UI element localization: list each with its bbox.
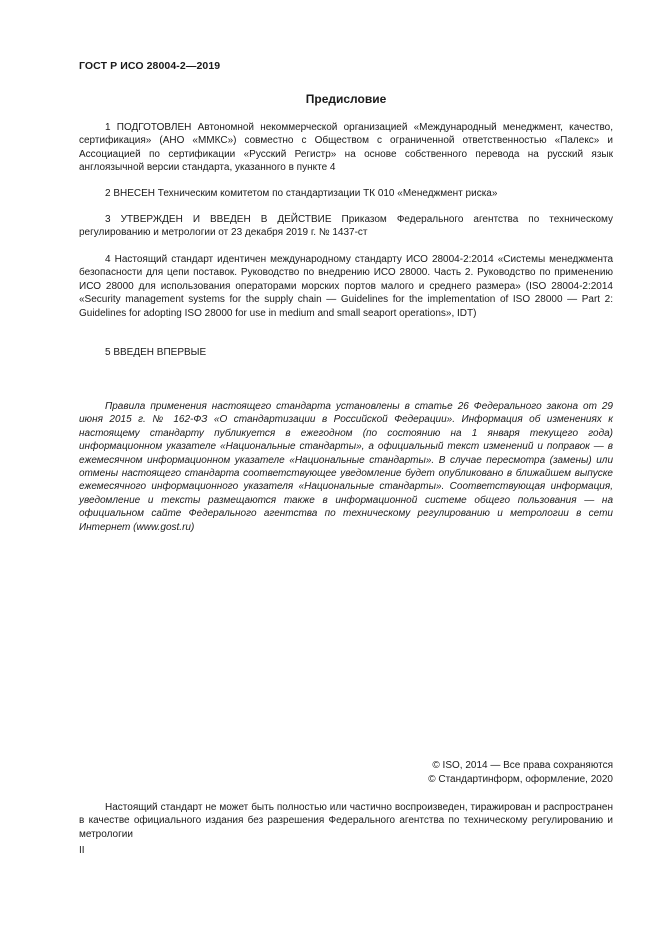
page-title: Предисловие [305, 92, 387, 106]
foreword-item-prepared: 1 ПОДГОТОВЛЕН Автономной некоммерческой организацией «Международный менеджмент, качество, сертификация» (АНО «ММКС») совместно с Обществом с ограниченной ответственностью «Палекс» и Ассоциацией по сертификации «Русский Регистр» на основе собственного перевода на русский язык англоязычной версии стандарта, указанного в пункте 4 [79, 122, 613, 174]
application-rules-notice: Правила применения настоящего стандарта установлены в статье 26 Федерального закона от 29 июня 2015 г. № 162-ФЗ «О стандартизации в Российской Федерации». Информация об изменениях к настоящему стандарту публикуется в ежегодном (по состоянию на 1 января текущего года) информационном указателе «Национальные стандарты», а официальный текст изменений и поправок — в ежемесячном информационном указателе «Национальные стандарты». В случае пересмотра (замены) или отмены настоящего стандарта соответствующее уведомление будет опубликовано в ближайшем выпуске ежемесячного информационного указателя «Национальные стандарты». Соответствующая информация, уведомление и тексты размещаются также в информационной системе общего пользования — на официальном сайте Федерального агентства по техническому регулированию и метрологии в сети Интернет (www.gost.ru) [79, 401, 613, 533]
copyright-iso: © ISO, 2014 — Все права сохраняются [432, 760, 613, 771]
foreword-item-identical: 4 Настоящий стандарт идентичен международному стандарту ИСО 28004-2:2014 «Системы менеджмента безопасности для цепи поставок. Руководство по внедрению ИСО 28000. Часть 2. Руководство по применению ИСО 28000 для использования операторами морских портов малого и среднего размера» (ISO 28004-2:2014 «Security management systems for the supply chain — Guidelines for the implementation of ISO 28000 — Part 2: Guidelines for adopting ISO 28000 for use in medium and small seaport operations», IDT) [79, 254, 613, 319]
foreword-item-approved: 3 УТВЕРЖДЕН И ВВЕДЕН В ДЕЙСТВИЕ Приказом Федерального агентства по техническому регулированию и метрологии от 23 декабря 2019 г. № 1437-ст [79, 214, 613, 239]
copyright-standartinform: © Стандартинформ, оформление, 2020 [428, 774, 613, 785]
document-code: ГОСТ Р ИСО 28004-2—2019 [79, 60, 221, 72]
page-number: II [79, 845, 85, 856]
foreword-item-introduced: 2 ВНЕСЕН Техническим комитетом по стандартизации ТК 010 «Менеджмент риска» [105, 188, 498, 199]
foreword-item-first-introduced: 5 ВВЕДЕН ВПЕРВЫЕ [105, 347, 207, 358]
reproduction-notice: Настоящий стандарт не может быть полностью или частично воспроизведен, тиражирован и распространен в качестве официального издания без разрешения Федерального агентства по техническому регулированию и метрологии [79, 802, 613, 840]
